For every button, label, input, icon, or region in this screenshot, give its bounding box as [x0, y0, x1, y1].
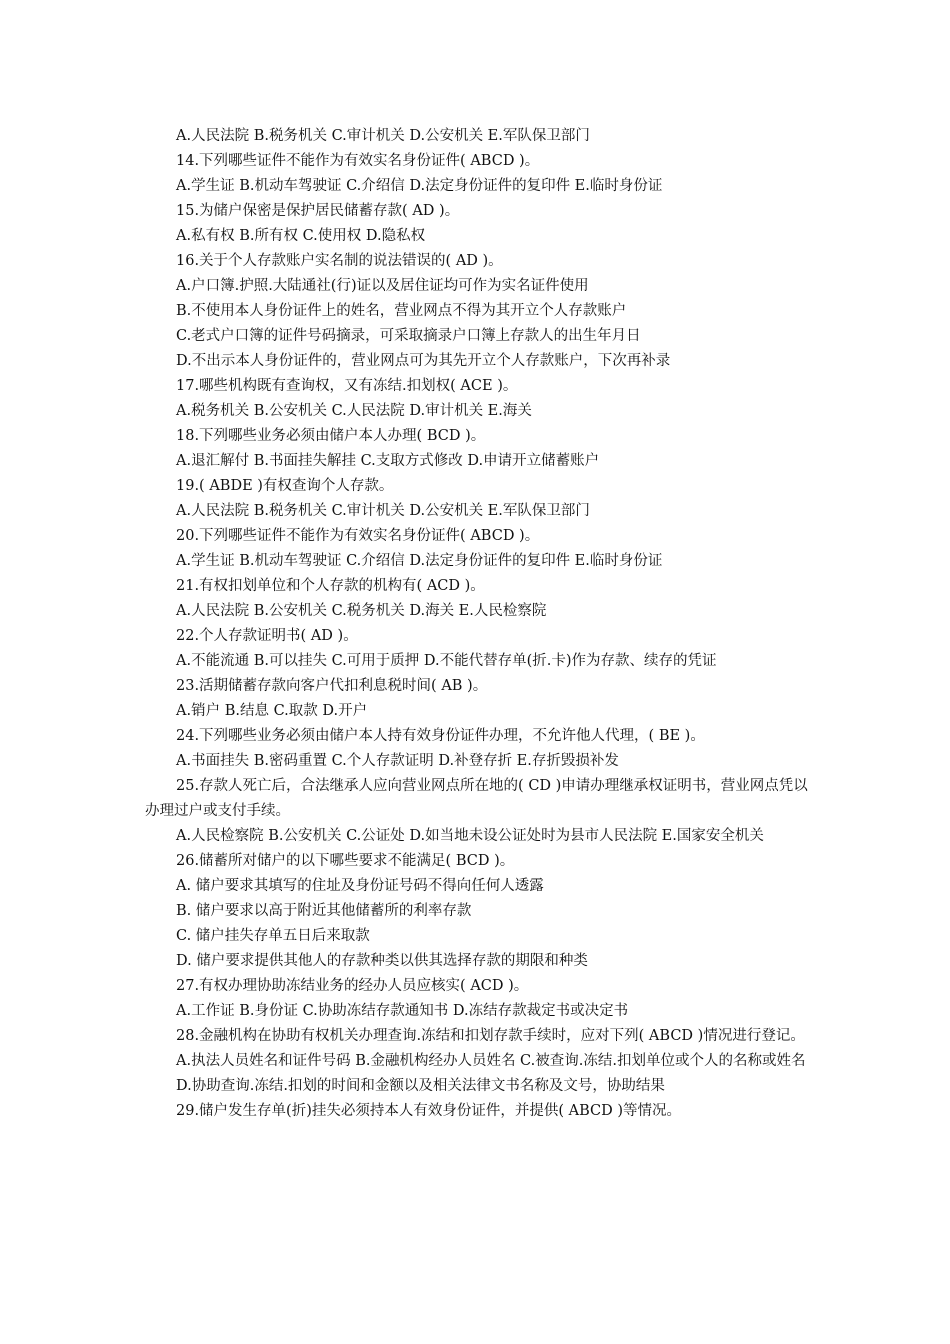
- question-16-option-c: C.老式户口簿的证件号码摘录，可采取摘录户口簿上存款人的出生年月日: [176, 328, 641, 344]
- question-21: 21.有权扣划单位和个人存款的机构有( ACD )。: [176, 578, 485, 594]
- question-18: 18.下列哪些业务必须由储户本人办理( BCD )。: [176, 428, 486, 444]
- question-18-options: A.退汇解付 B.书面挂失解挂 C.支取方式修改 D.申请开立储蓄账户: [176, 453, 600, 469]
- question-19-options: A.人民法院 B.税务机关 C.审计机关 D.公安机关 E.军队保卫部门: [176, 503, 590, 519]
- question-24-options: A.书面挂失 B.密码重置 C.个人存款证明 D.补登存折 E.存折毁损补发: [176, 753, 619, 769]
- question-20: 20.下列哪些证件不能作为有效实名身份证件( ABCD )。: [176, 528, 540, 544]
- question-27-options: A.工作证 B.身份证 C.协助冻结存款通知书 D.冻结存款裁定书或决定书: [176, 1003, 629, 1019]
- question-22-options: A.不能流通 B.可以挂失 C.可用于质押 D.不能代替存单(折.卡)作为存款、续存的凭证: [176, 653, 717, 669]
- line-1: A.人民法院 B.税务机关 C.审计机关 D.公安机关 E.军队保卫部门: [176, 128, 590, 144]
- question-17-options: A.税务机关 B.公安机关 C.人民法院 D.审计机关 E.海关: [176, 403, 532, 419]
- question-26-option-b: B. 储户要求以高于附近其他储蓄所的利率存款: [176, 903, 472, 919]
- question-23: 23.活期储蓄存款向客户代扣利息税时间( AB )。: [176, 678, 488, 694]
- question-14: 14.下列哪些证件不能作为有效实名身份证件( ABCD )。: [176, 153, 540, 169]
- question-28: 28.金融机构在协助有权机关办理查询.冻结和扣划存款手续时，应对下列( ABCD )情况进行登记。: [176, 1028, 805, 1044]
- question-26-option-d: D. 储户要求提供其他人的存款种类以供其选择存款的期限和种类: [176, 953, 588, 969]
- question-27: 27.有权办理协助冻结业务的经办人员应核实( ACD )。: [176, 978, 529, 994]
- question-25-options: A.人民检察院 B.公安机关 C.公证处 D.如当地未设公证处时为县市人民法院 E.国家安全机关: [176, 828, 764, 844]
- document-body: [145, 124, 810, 1124]
- question-19: 19.( ABDE )有权查询个人存款。: [176, 478, 394, 494]
- question-26-option-c: C. 储户挂失存单五日后来取款: [176, 928, 370, 944]
- question-23-options: A.销户 B.结息 C.取款 D.开户: [176, 703, 368, 719]
- question-24: 24.下列哪些业务必须由储户本人持有效身份证件办理，不允许他人代理，( BE )。: [176, 728, 705, 744]
- question-16-option-b: B.不使用本人身份证件上的姓名，营业网点不得为其开立个人存款账户: [176, 303, 627, 319]
- question-21-options: A.人民法院 B.公安机关 C.税务机关 D.海关 E.人民检察院: [176, 603, 547, 619]
- question-28-option-d: D.协助查询.冻结.扣划的时间和金额以及相关法律文书名称及文号，协助结果: [176, 1078, 665, 1094]
- question-16-option-a: A.户口簿.护照.大陆通社(行)证以及居住证均可作为实名证件使用: [176, 278, 589, 294]
- question-17: 17.哪些机构既有查询权，又有冻结.扣划权( ACE )。: [176, 378, 518, 394]
- question-15: 15.为储户保密是保护居民储蓄存款( AD )。: [176, 203, 460, 219]
- question-16: 16.关于个人存款账户实名制的说法错误的( AD )。: [176, 253, 503, 269]
- question-15-options: A.私有权 B.所有权 C.使用权 D.隐私权: [176, 228, 426, 244]
- question-25: 25.存款人死亡后，合法继承人应向营业网点所在地的( CD )申请办理继承权证明书，营业网点凭以办理过户或支付手续。: [145, 778, 808, 819]
- question-14-options: A.学生证 B.机动车驾驶证 C.介绍信 D.法定身份证件的复印件 E.临时身份证: [176, 178, 663, 194]
- question-22: 22.个人存款证明书( AD )。: [176, 628, 358, 644]
- question-20-options: A.学生证 B.机动车驾驶证 C.介绍信 D.法定身份证件的复印件 E.临时身份证: [176, 553, 663, 569]
- question-26-option-a: A. 储户要求其填写的住址及身份证号码不得向任何人透露: [176, 878, 544, 894]
- question-28-options-abc: A.执法人员姓名和证件号码 B.金融机构经办人员姓名 C.被查询.冻结.扣划单位或个人的名称或姓名: [176, 1053, 806, 1069]
- question-26: 26.储蓄所对储户的以下哪些要求不能满足( BCD )。: [176, 853, 515, 869]
- question-16-option-d: D.不出示本人身份证件的，营业网点可为其先开立个人存款账户，下次再补录: [176, 353, 671, 369]
- question-29: 29.储户发生存单(折)挂失必须持本人有效身份证件，并提供( ABCD )等情况。: [176, 1103, 682, 1119]
